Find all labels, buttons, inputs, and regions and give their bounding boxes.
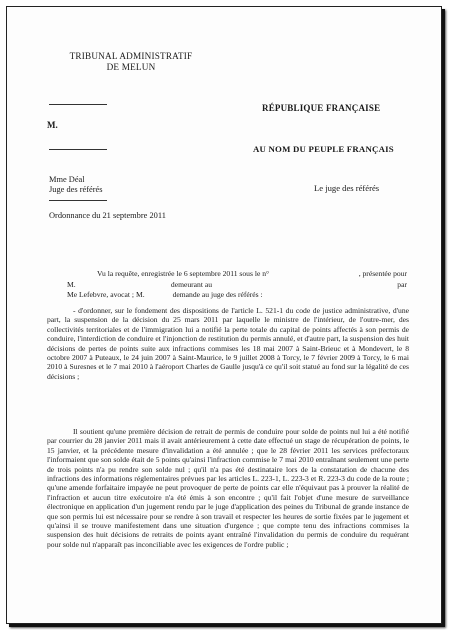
redaction-line: [49, 149, 107, 150]
redaction-line: [49, 104, 107, 105]
intro-text: demeurant au: [170, 279, 213, 289]
intro-text: Me Lefebvre, avocat ; M.: [67, 290, 145, 299]
intro-text: par: [397, 279, 407, 289]
court-name: TRIBUNAL ADMINISTRATIF: [69, 51, 193, 61]
paragraph-text: Il soutient qu'une première décision de retrait de permis de conduire pour solde de points nul lui a été notifié par courrier du 28 janvier 2011 mais il avait antérieurement à cette date effectué un stage de récupération de points, le 15 janvier, et la précédente mesure d'invalidation a été annulée ; que le 28 février 2011 les services préfectoraux l'informaient que son solde était de 5 points qu'ainsi l'infraction commise le 7 mai 2010 entraînant seulement une perte de trois points n'a pu rendre son solde nul ; qu'il n'a pas été destinataire lors de la constatation de chacune des infractions des informations réglementaires prévues par les articles L. 223-1, L. 223-3 et R. 223-3 du code de la route ; qu'une amende forfaitaire impayée ne peut provoquer de perte de points car elle n'équivaut pas à prouver la réalité de l'infraction et aucun titre exécutoire n'a été émis à son encontre ; qu'il fait l'objet d'une mesure de surveillance électronique en application d'un jugement rendu par le juge d'application des peines du Tribunal de grande instance de que son permis lui est nécessaire pour se rendre à son travail et respecter les heures de sortie fixées par le jugement et qu'ainsi il se trouve manifestement dans une situation d'urgence ; que compte tenu des infractions commises la suspension des huit décisions de retraits de points ayant entraîné l'invalidation du permis de conduire du requérant pour solde nul n'apparaît pas inconciliable avec les exigences de l'ordre public ;: [47, 427, 409, 549]
request-paragraph: [47, 306, 409, 381]
ordonnance-date: Ordonnance du 21 septembre 2011: [49, 211, 166, 220]
judge-block: [49, 175, 102, 195]
intro-text: demande au juge des référés :: [172, 290, 263, 299]
intro-text: Vu la requête, enregistrée le 6 septembre 2011 sous le n°: [97, 269, 270, 278]
party-initial: M.: [47, 120, 58, 130]
court-header: [61, 51, 201, 73]
peuple-heading: AU NOM DU PEUPLE FRANÇAIS: [253, 144, 394, 154]
republic-heading: RÉPUBLIQUE FRANÇAISE: [262, 103, 381, 113]
intro-row: [67, 290, 407, 301]
intro-row: [67, 269, 407, 280]
intro-paragraph: [67, 269, 407, 301]
intro-row: [67, 280, 407, 291]
intro-text: , présentée pour: [358, 269, 407, 278]
separator-line: [49, 200, 107, 201]
intro-text: M.: [67, 279, 76, 289]
judge-role: Juge des référés: [49, 185, 103, 194]
court-location: DE MELUN: [106, 62, 156, 72]
le-juge-heading: Le juge des référés: [314, 183, 380, 193]
judge-name: Mme Déal: [49, 175, 85, 184]
paragraph-text: - d'ordonner, sur le fondement des dispositions de l'article L. 521-1 du code de justice administrative, d'une part, la suspension de la décision du 25 mars 2011 par laquelle le ministre de l'intérieur, de l'outre-mer, des collectivités territoriales et de l'immigration lui a notifié la perte totale du capital de points affectés à son permis de conduire, l'interdiction de conduire et l'injonction de restitution du permis annulé, et d'autre part, la suspension des huit décisions de pertes de points suite aux infractions commises les 18 mai 2007 à Saint-Brieuc et à Mondevert, le 8 octobre 2007 à Puteaux, le 24 juin 2007 à Saint-Maurice, le 9 juillet 2008 à Torcy, le 7 février 2009 à Torcy, le 6 mai 2010 à Suresnes et le 7 mai 2010 à l'aéroport Charles de Gaulle jusqu'à ce qu'il soit statué au fond sur la légalité de ces décisions ;: [47, 306, 409, 381]
arguments-paragraph: [47, 427, 409, 549]
document-page: [6, 6, 442, 624]
